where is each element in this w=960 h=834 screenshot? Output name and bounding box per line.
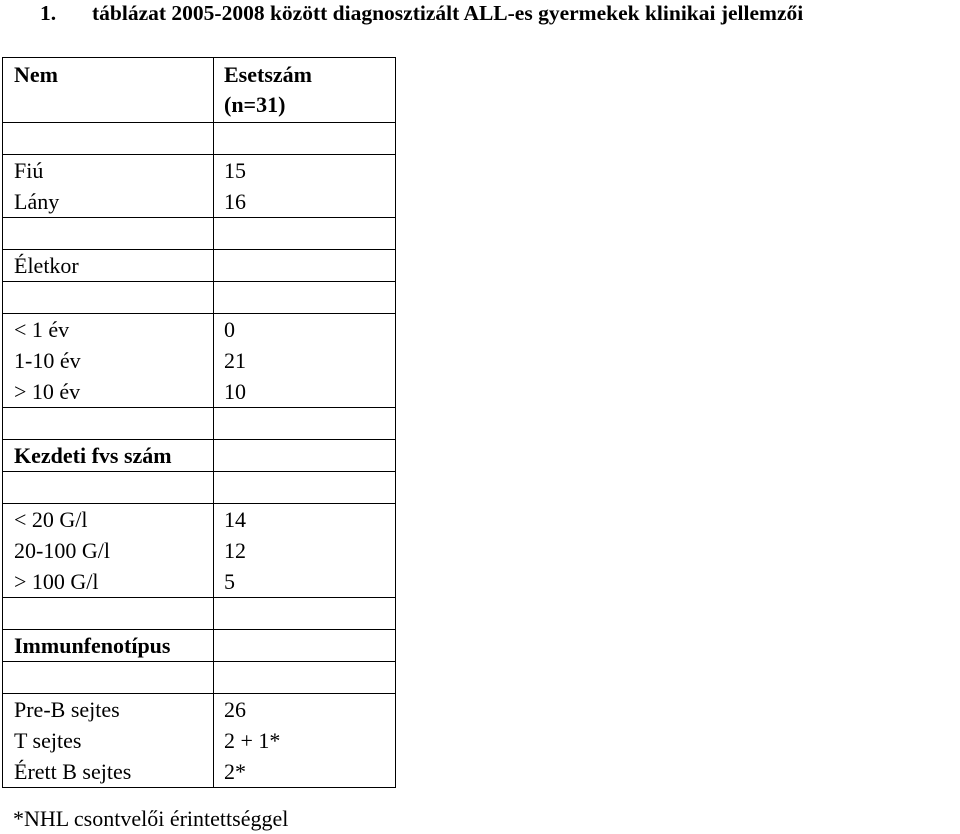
row-label: 20-100 G/l [3,535,214,566]
row-value: 14 [214,504,396,536]
row-value: 12 [214,535,396,566]
row-label: Pre-B sejtes [3,694,214,726]
row-value: 0 [214,314,396,346]
table-row [3,345,396,376]
table-row [3,376,396,408]
row-label: Lány [3,186,214,218]
clinical-characteristics-table [2,57,396,788]
row-label: T sejtes [3,725,214,756]
row-value: 2* [214,756,396,788]
row-label: > 10 év [3,376,214,408]
caption-number: 1. [40,1,57,25]
header-sex: Nem [3,58,214,123]
caption-text: táblázat 2005-2008 között diagnosztizált ALL-es gyermekek klinikai jellemzői [92,1,804,25]
section-heading-row [3,630,396,662]
row-value: 5 [214,566,396,598]
row-value: 2 + 1* [214,725,396,756]
table-row [3,535,396,566]
table-row [3,155,396,187]
row-value: 26 [214,694,396,726]
row-label: Érett B sejtes [3,756,214,788]
footnote: *NHL csontvelői érintettséggel [13,806,289,831]
row-label: Fiú [3,155,214,187]
row-label: > 100 G/l [3,566,214,598]
table-row [3,756,396,788]
spacer-row [3,408,396,440]
header-row [3,58,396,123]
spacer-row [3,662,396,694]
section-heading-immuno: Immunfenotípus [3,630,214,662]
table-row [3,694,396,726]
table-row [3,186,396,218]
row-value: 10 [214,376,396,408]
row-label: < 20 G/l [3,504,214,536]
row-label: 1-10 év [3,345,214,376]
row-value: 16 [214,186,396,218]
table-caption [40,1,803,26]
spacer-row [3,218,396,250]
header-case-count-n: (n=31) [224,92,286,117]
row-value: 15 [214,155,396,187]
row-label: < 1 év [3,314,214,346]
row-value: 21 [214,345,396,376]
spacer-row [3,472,396,504]
table-row [3,314,396,346]
table-row [3,504,396,536]
section-heading-age: Életkor [3,250,214,282]
header-case-count [214,58,396,123]
spacer-row [3,282,396,314]
spacer-row [3,123,396,155]
table-row [3,725,396,756]
header-case-count-label: Esetszám [224,62,312,87]
table-row [3,566,396,598]
section-heading-row [3,250,396,282]
spacer-row [3,598,396,630]
section-heading-row [3,440,396,472]
section-heading-wbc: Kezdeti fvs szám [3,440,214,472]
